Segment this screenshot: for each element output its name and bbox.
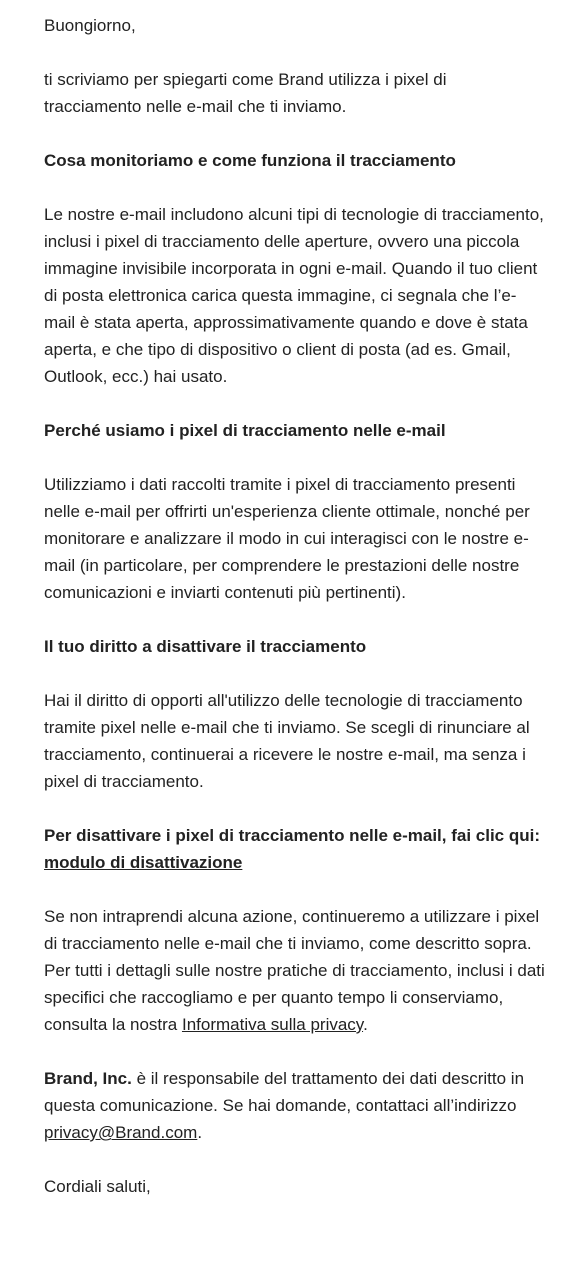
no-action-suffix: . (363, 1015, 368, 1034)
optout-form-link[interactable]: modulo di disattivazione (44, 853, 243, 872)
controller-paragraph (44, 1065, 546, 1146)
controller-text: è il responsabile del trattamento dei dati descritto in questa comunicazione. Se hai domande, contattaci all’indirizzo (44, 1069, 525, 1115)
section-heading-why: Perché usiamo i pixel di tracciamento nelle e-mail (44, 421, 446, 440)
company-name: Brand, Inc. (44, 1069, 132, 1088)
section-heading-rights: Il tuo diritto a disattivare il tracciamento (44, 637, 367, 656)
why-paragraph: Utilizziamo i dati raccolti tramite i pixel di tracciamento presenti nelle e-mail per offrirti un'esperienza cliente ottimale, nonché per monitorare e analizzare il modo in cui interagisci con le nostre e-mail (in particolare, per comprendere le prestazioni delle nostre comunicazioni e inviarti contenuti più pertinenti). (44, 475, 530, 602)
closing: Cordiali saluti, (44, 1177, 151, 1196)
no-action-paragraph (44, 903, 546, 1038)
privacy-policy-link[interactable]: Informativa sulla privacy (181, 1015, 364, 1034)
controller-suffix: . (197, 1123, 203, 1142)
no-action-text: Se non intraprendi alcuna azione, continueremo a utilizzare i pixel di tracciamento nelle e-mail che ti inviamo, come descritto sopra. Per tutti i dettagli sulle nostre pratiche di tracciamento, inclusi i dati specifici che raccogliamo e per quanto tempo li conserviamo, consulta la nostra (44, 907, 545, 1034)
optout-text: Per disattivare i pixel di tracciamento nelle e-mail, fai clic qui: (44, 826, 541, 845)
privacy-email-link[interactable]: privacy@Brand.com (44, 1123, 198, 1142)
greeting: Buongiorno, (44, 16, 136, 35)
optout-paragraph (44, 822, 546, 876)
intro-paragraph: ti scriviamo per spiegarti come Brand utilizza i pixel di tracciamento nelle e-mail che ti inviamo. (44, 70, 447, 116)
rights-paragraph: Hai il diritto di opporti all'utilizzo delle tecnologie di tracciamento tramite pixel nelle e-mail che ti inviamo. Se scegli di rinunciare al tracciamento, continuerai a ricevere le nostre e-mail, ma senza i pixel di tracciamento. (44, 691, 530, 791)
section-heading-tracking: Cosa monitoriamo e come funziona il tracciamento (44, 151, 456, 170)
tracking-paragraph: Le nostre e-mail includono alcuni tipi di tecnologie di tracciamento, inclusi i pixel di tracciamento delle aperture, ovvero una piccola immagine invisibile incorporata in ogni e-mail. Quando il tuo client di posta elettronica carica questa immagine, ci segnala che l’e-mail è stata aperta, approssimativamente quando e dove è stata aperta, e che tipo di dispositivo o client di posta (ad es. Gmail, Outlook, ecc.) hai usato. (44, 205, 544, 386)
